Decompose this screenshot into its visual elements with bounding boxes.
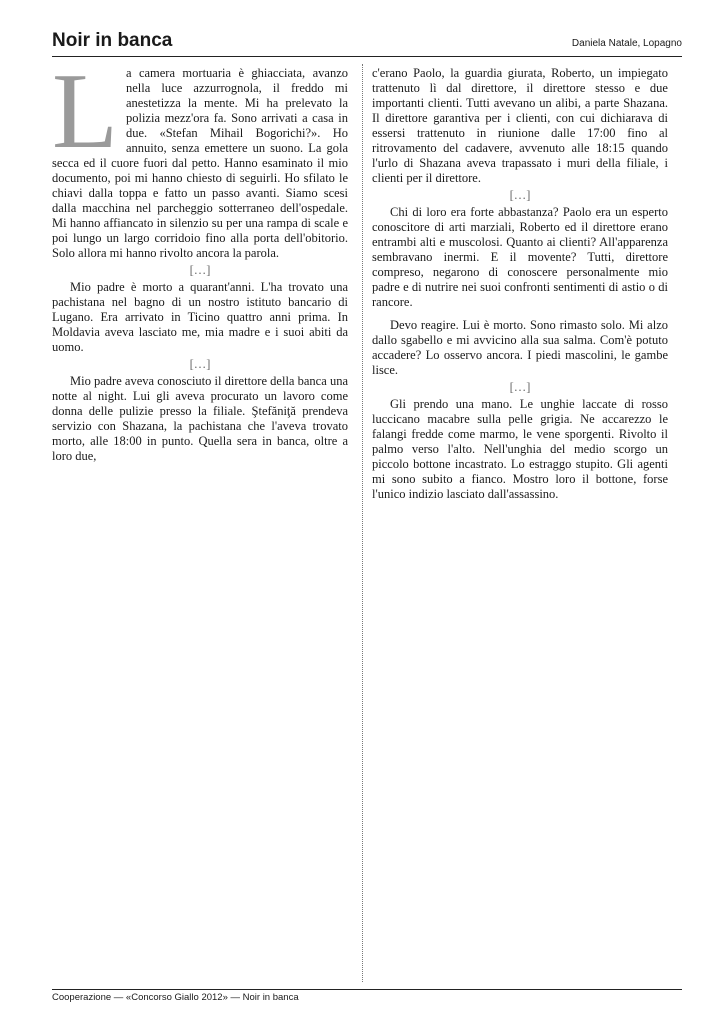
article-column-right [372, 66, 668, 981]
paragraph: Chi di loro era forte abbastanza? Paolo era un esperto conoscitore di arti marziali, Roberto ed il direttore erano entrambi alti e muscolosi. Quanto ai clienti? All'apparenza sembravano inermi. E il movente? Tutti, direttore compreso, negarono di conoscere personalmente mio padre e di nutrire nei suoi confronti sentimenti di astio o di rancore. [372, 205, 668, 309]
omitted-text-marker: […] [509, 380, 531, 394]
omitted-text-marker: […] [189, 357, 211, 371]
author-byline: Daniela Natale, Lopagno [571, 38, 682, 49]
drop-cap: L [52, 66, 118, 171]
omitted-text-marker: […] [189, 263, 211, 277]
paragraph: Gli prendo una mano. Le unghie laccate di rosso luccicano macabre sulla pelle grigia. Ne accarezzo le falangi fredde come marmo, le vene sporgenti. Rivolto il palmo verso l'alto. Nell'unghia del medio scorgo un piccolo bottone incastrato. Lo estraggo stupito. Gli agenti mi sono subito a fianco. Mostro loro il bottone, forse l'unico indizio lasciato dall'assassino. [372, 397, 668, 501]
omitted-text-marker: […] [509, 188, 531, 202]
page-header [52, 30, 682, 57]
paragraph: Devo reagire. Lui è morto. Sono rimasto solo. Mi alzo dallo sgabello e mi avvicino alla sua salma. Com'è potuto accadere? Lo osservo ancora. I piedi mascolini, le gambe lisce. [372, 318, 668, 377]
page-footer: Cooperazione — «Concorso Giallo 2012» — Noir in banca [52, 989, 682, 1003]
paragraph: Mio padre è morto a quarant'anni. L'ha trovato una pachistana nel bagno di un nostro istituto bancario di Lugano. Era arrivato in Ticino quattro anni prima. In Moldavia aveva lasciato me, mia madre e i suoi abiti da uomo. [52, 280, 348, 354]
paragraph: c'erano Paolo, la guardia giurata, Roberto, un impiegato trattenuto lì dal direttore, il direttore stesso e due importanti clienti. Tutti avevano un alibi, a parte Shazana. Il direttore garantiva per i clienti, con cui dichiarava di essersi trattenuto in riunione dalle 17:00 fino al ritrovamento del cadavere, avvenuto alle 18:15 quando l'urlo di Shazana aveva trapassato i muri della filiale, i clienti per il direttore. [372, 66, 668, 185]
page-title: Noir in banca [52, 30, 173, 51]
paragraph: a camera mortuaria è ghiacciata, avanzo nella luce azzurrognola, il freddo mi anestetizza la mente. Mi ha prelevato la polizia mezz'ora fa. Sono arrivati a casa in due. «Stefan Mihail Bogorichi?». Ho annuito, senza emettere un suono. La gola secca ed il cuore fuori dal petto. Hanno esaminato il mio documento, poi mi hanno chiesto di seguirli. Ho sfilato le chiavi dalla toppa e fatto un passo avanti. Siamo scesi dalla macchina nel parcheggio sotterraneo dell'ospedale. Mi hanno affiancato in silenzio su per una rampa di scale e poi lungo un largo corridoio fino alla porta dell'obitorio. Solo allora mi hanno rivolto ancora la parola. [52, 66, 348, 260]
column-divider [362, 64, 363, 982]
article-column-left [52, 66, 348, 981]
paragraph: Mio padre aveva conosciuto il direttore della banca una notte al night. Lui gli aveva procurato un lavoro come donna delle pulizie presso la filiale. Ştefăniţă prendeva servizio con Shazana, la pachistana che l'aveva trovato morto, alle 18:00 in punto. Quella sera in banca, oltre a loro due, [52, 374, 348, 463]
